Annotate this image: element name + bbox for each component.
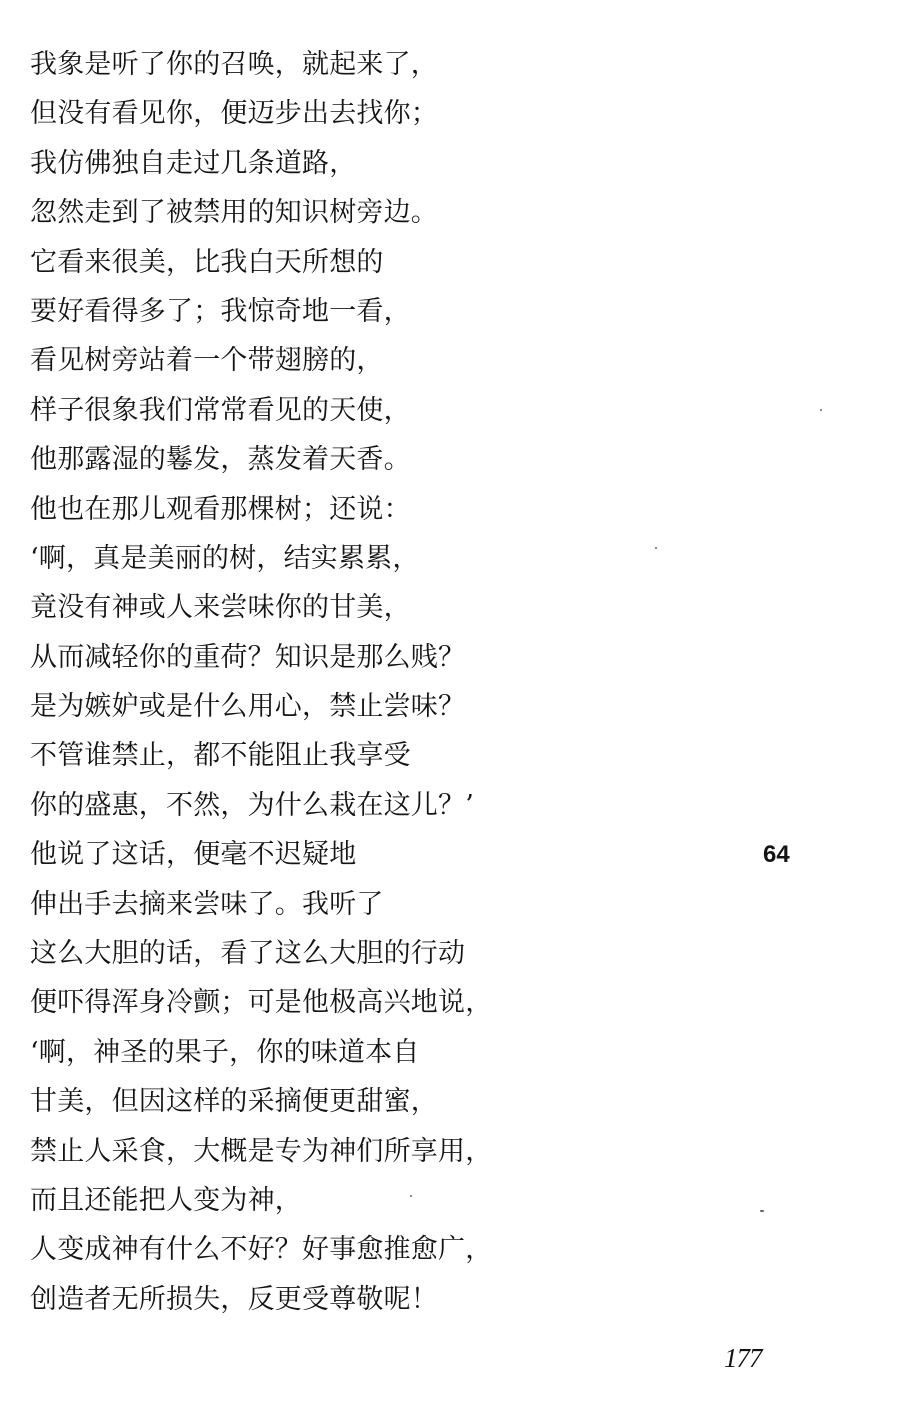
page-number: 177: [724, 1343, 762, 1373]
scan-speck: [820, 409, 822, 411]
poem-line: 但没有看见你，便迈步出去找你；: [30, 98, 438, 130]
poem-line: 它看来很美，比我白天所想的: [30, 246, 384, 278]
poem-line: 我象是听了你的召唤，就起来了，: [30, 49, 438, 80]
scan-speck: [410, 1195, 412, 1197]
scan-speck: [655, 547, 657, 549]
poem-line: 我仿佛独自走过几条道路，: [30, 147, 357, 179]
poem-line: 忽然走到了被禁用的知识树旁边。: [30, 197, 438, 229]
poem-line: 他也在那儿观看那棵树；还说：: [30, 493, 411, 525]
poem-line: 禁止人采食，大概是专为神们所享用，: [30, 1135, 493, 1167]
poem-line: 他那露湿的鬈发，蒸发着天香。: [30, 444, 411, 476]
poem-line: 样子很象我们常常看见的天使，: [30, 394, 411, 426]
poem-line: 甘美，但因这样的采摘便更甜蜜，: [30, 1086, 438, 1118]
poem-line: 竟没有神或人来尝味你的甘美，: [30, 592, 411, 624]
scan-speck: [760, 1210, 764, 1212]
poem-line: 不管谁禁止，都不能阻止我享受: [30, 740, 411, 772]
poem-line: 从而减轻你的重荷？知识是那么贱？: [30, 641, 466, 673]
poem-line: 人变成神有什么不好？好事愈推愈广，: [30, 1234, 493, 1266]
poem-line: ‘啊，真是美丽的树，结实累累，: [30, 542, 420, 574]
poem-line: 创造者无所损失，反更受尊敬呢！: [30, 1283, 438, 1315]
poem-line: 你的盛惠，不然，为什么栽在这儿？’: [30, 789, 474, 821]
poem-line: 是为嫉妒或是什么用心，禁止尝味？: [30, 691, 466, 723]
poem-line: 便吓得浑身冷颤；可是他极高兴地说，: [30, 987, 493, 1019]
poem-line: 伸出手去摘来尝味了。我听了: [30, 888, 384, 920]
poem-line: 看见树旁站着一个带翅膀的，: [30, 345, 384, 377]
poem-text: [30, 40, 730, 1324]
poem-line: 要好看得多了；我惊奇地一看，: [30, 295, 411, 327]
line-number-marker: 64: [763, 841, 790, 868]
poem-line: 他说了这话，便毫不迟疑地: [30, 839, 357, 871]
poem-line: 这么大胆的话，看了这么大胆的行动: [30, 938, 466, 970]
poem-line: 而且还能把人变为神，: [30, 1184, 302, 1216]
poem-line: ‘啊，神圣的果子，你的味道本自: [30, 1036, 420, 1068]
